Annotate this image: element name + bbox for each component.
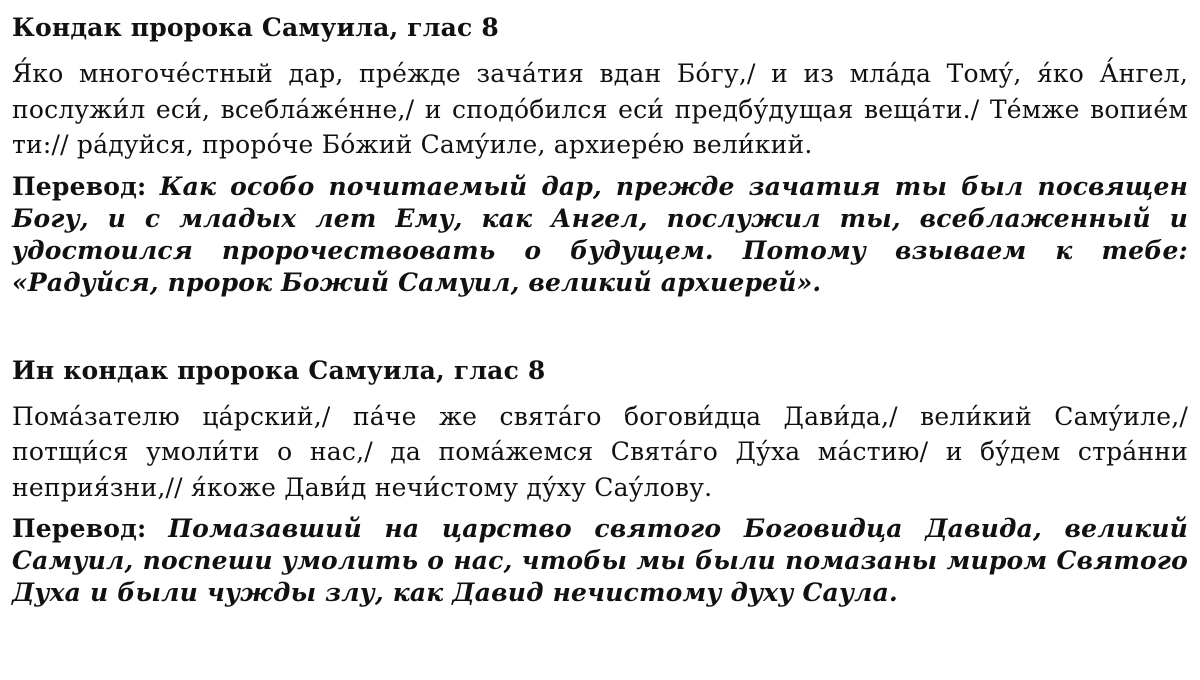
translation-label: Перевод: — [12, 514, 147, 543]
translation-paragraph — [12, 513, 1188, 609]
translation-text: Как особо почитаемый дар, прежде зачатия ты был посвящен Богу, и с младых лет Ему, как Ангел, послужил ты, всеблаженный и удостоился пророчествовать о будущем. Потому взываем к тебе: «Радуйся, пророк Божий Самуил, великий архиерей». — [12, 171, 1188, 297]
church-slavonic-text: Пома́зателю ца́рский,/ па́че же свята́го богови́дца Дави́да,/ вели́кий Саму́иле,/ потщи́ся умоли́ти о нас,/ да пома́жемся Свята́го Ду́ха ма́стию/ и бу́дем стра́нни неприя́зни,// я́коже Дави́д нечи́стому ду́ху Сау́лову. — [12, 401, 1188, 502]
translation-label: Перевод: — [12, 171, 147, 201]
document-page — [12, 10, 1188, 609]
kontakion-section-1 — [12, 10, 1188, 299]
section-heading: Ин кондак пророка Самуила, глас 8 — [12, 355, 546, 385]
section-heading: Кондак пророка Самуила, глас 8 — [12, 13, 499, 42]
church-slavonic-text: Я́ко многоче́стный дар, пре́жде зача́тия вдан Бо́гу,/ и из мла́да Тому́, я́ко А́нгел, послужи́л еси́, всебла́же́нне,/ и сподо́бился еси́ предбу́дущая веща́ти./ Те́мже вопие́м ти:// ра́дуйся, проро́че Бо́жий Саму́иле, архиере́ю вели́кий. — [12, 59, 1188, 159]
translation-text: Помазавший на царство святого Боговидца Давида, великий Самуил, поспеши умолить о нас, чтобы мы были помазаны миром Святого Духа и были чужды злу, как Давид нечистому духу Саула. — [12, 514, 1189, 607]
kontakion-section-2 — [12, 353, 1188, 610]
translation-paragraph — [12, 171, 1188, 299]
